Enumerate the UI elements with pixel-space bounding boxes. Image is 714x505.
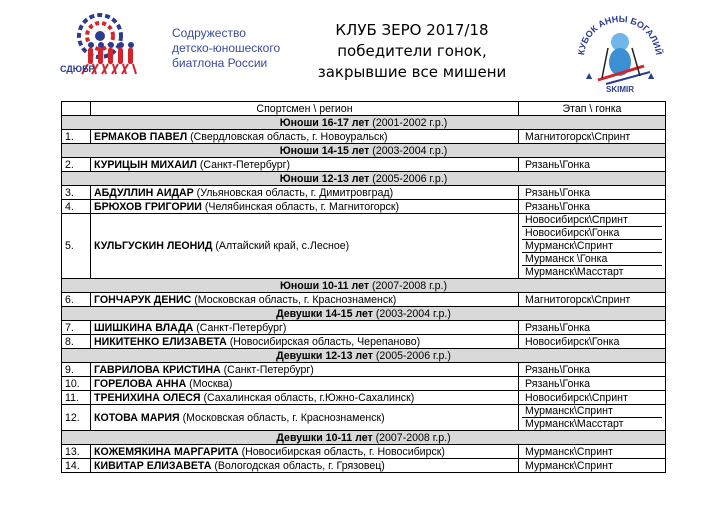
table-row	[62, 363, 666, 377]
athlete-name: ГАВРИЛОВА КРИСТИНА	[94, 363, 221, 376]
org-line: детско-юношеского	[172, 41, 281, 55]
age-group-row	[62, 431, 666, 445]
athlete-region: (Санкт-Петербург)	[220, 363, 314, 376]
stage-cell	[519, 186, 666, 200]
svg-text:▲: ▲	[648, 71, 655, 80]
table-row	[62, 200, 666, 214]
athlete-cell	[91, 158, 519, 172]
athlete-region: (Ульяновская область, г. Димитровград)	[193, 186, 394, 199]
athlete-region: (Москва)	[186, 377, 233, 390]
age-group-label: Юноши 10-11 лет	[279, 279, 370, 292]
stage-cell	[519, 335, 666, 349]
stage-cell	[519, 363, 666, 377]
athlete-region: (Сахалинская область, г.Южно-Сахалинск)	[200, 391, 415, 404]
results-table	[61, 101, 666, 473]
age-group-label: Юноши 12-13 лет	[279, 172, 370, 185]
stage-race-value: Рязань\Гонка	[525, 200, 591, 213]
athlete-number: 2.	[62, 158, 91, 172]
athlete-cell	[91, 321, 519, 335]
athlete-number: 4.	[62, 200, 91, 214]
stage-race-value: Рязань\Гонка	[525, 377, 591, 390]
athlete-name: БРЮХОВ ГРИГОРИИ	[94, 200, 202, 213]
table-row	[62, 459, 666, 473]
athlete-name: АБДУЛЛИН АИДАР	[94, 186, 194, 199]
document-header	[0, 0, 714, 100]
athlete-number: 10.	[62, 377, 91, 391]
table-row	[62, 186, 666, 200]
athlete-number: 13.	[62, 445, 91, 459]
table-row	[62, 130, 666, 144]
title-line: победители гонок,	[337, 42, 487, 60]
document-title	[292, 20, 532, 83]
stage-race-value: Мурманск \Гонка	[522, 253, 662, 266]
org-line: биатлона России	[172, 56, 268, 70]
athlete-region: (Свердловская область, г. Новоуральск)	[187, 130, 388, 143]
title-line: закрывшие все мишени	[317, 63, 507, 81]
svg-text:КУБОК АННЫ БОГАЛИЙ: КУБОК АННЫ БОГАЛИЙ	[576, 13, 664, 56]
stage-race-value: Новосибирск\Гонка	[522, 227, 662, 240]
athlete-number: 1.	[62, 130, 91, 144]
table-row	[62, 445, 666, 459]
athlete-cell	[91, 445, 519, 459]
stage-race-value: Новосибирск\Спринт	[525, 391, 628, 404]
athlete-number: 5.	[62, 214, 91, 279]
age-group-cell	[62, 279, 666, 293]
athlete-region: (Новосибирская область, Черепаново)	[226, 335, 421, 348]
stage-cell	[519, 158, 666, 172]
athlete-name: ГОНЧАРУК ДЕНИС	[94, 293, 192, 306]
age-group-label: Девушки 10-11 лет	[276, 431, 373, 444]
athlete-name: КОТОВА МАРИЯ	[94, 411, 180, 424]
svg-text:СДЮБР: СДЮБР	[60, 64, 95, 74]
athlete-name: КИВИТАР ЕЛИЗАВЕТА	[94, 459, 212, 472]
age-group-cell	[62, 307, 666, 321]
header-number	[62, 102, 91, 116]
athlete-cell	[91, 391, 519, 405]
athlete-name: ШИШКИНА ВЛАДА	[94, 321, 194, 334]
svg-text:▲: ▲	[586, 71, 593, 80]
stage-cell	[519, 391, 666, 405]
athlete-name: КУРИЦЫН МИХАИЛ	[94, 158, 197, 171]
athlete-cell	[91, 200, 519, 214]
athlete-name: КОЖЕМЯКИНА МАРГАРИТА	[94, 445, 239, 458]
age-group-label: Юноши 16-17 лет	[279, 116, 370, 129]
stage-cell	[519, 321, 666, 335]
stage-cell	[519, 405, 666, 431]
stage-cell	[519, 377, 666, 391]
athlete-cell	[91, 459, 519, 473]
stage-race-value: Новосибирск\Спринт	[522, 214, 662, 227]
athlete-cell	[91, 293, 519, 307]
stage-cell	[519, 214, 666, 279]
athlete-cell	[91, 405, 519, 431]
org-line: Содружество	[172, 26, 246, 40]
athlete-region: (Алтайский край, с.Лесное)	[212, 240, 350, 252]
stage-race-value: Новосибирск\Гонка	[525, 335, 620, 348]
athlete-region: (Челябинская область, г. Магнитогорск)	[201, 200, 400, 213]
age-group-cell	[62, 431, 666, 445]
age-group-years: (2007-2008 г.р.)	[369, 279, 448, 292]
athlete-region: (Санкт-Петербург)	[193, 321, 287, 334]
stage-race-value: Рязань\Гонка	[525, 186, 591, 199]
stage-race-value: Рязань\Гонка	[525, 363, 591, 376]
athlete-number: 7.	[62, 321, 91, 335]
age-group-cell	[62, 349, 666, 363]
results-body	[62, 116, 666, 473]
athlete-number: 9.	[62, 363, 91, 377]
table-row	[62, 335, 666, 349]
title-line: КЛУБ ЗЕРО 2017/18	[335, 21, 489, 39]
athlete-cell	[91, 130, 519, 144]
athlete-number: 14.	[62, 459, 91, 473]
age-group-cell	[62, 172, 666, 186]
age-group-years: (2001-2002 г.р.)	[369, 116, 448, 129]
athlete-region: (Новосибирская область, г. Новосибирск)	[238, 445, 445, 458]
athlete-region: (Санкт-Петербург)	[196, 158, 291, 171]
athlete-number: 8.	[62, 335, 91, 349]
table-row	[62, 321, 666, 335]
athlete-cell	[91, 214, 519, 279]
table-row	[62, 158, 666, 172]
age-group-row	[62, 116, 666, 130]
age-group-label: Девушки 12-13 лет	[276, 349, 373, 362]
age-group-row	[62, 307, 666, 321]
stage-race-value: Мурманск\Масстарт	[525, 418, 624, 430]
stage-race-value: Мурманск\Спринт	[522, 240, 662, 253]
age-group-label: Юноши 14-15 лет	[279, 144, 370, 157]
table-row	[62, 377, 666, 391]
age-group-years: (2007-2008 г.р.)	[372, 431, 451, 444]
athlete-cell	[91, 186, 519, 200]
header-athlete-region: Спортсмен \ регион	[91, 102, 519, 116]
athlete-number: 6.	[62, 293, 91, 307]
athlete-name: ЕРМАКОВ ПАВЕЛ	[94, 130, 188, 143]
table-row	[62, 391, 666, 405]
stage-cell	[519, 293, 666, 307]
athlete-number: 3.	[62, 186, 91, 200]
sdyubr-logo	[58, 10, 158, 90]
athlete-name: НИКИТЕНКО ЕЛИЗАВЕТА	[94, 335, 227, 348]
stage-race-value: Рязань\Гонка	[525, 158, 591, 171]
stage-race-value: Мурманск\Масстарт	[525, 266, 624, 278]
stage-cell	[519, 200, 666, 214]
table-row	[62, 405, 666, 431]
athlete-number: 11.	[62, 391, 91, 405]
athlete-cell	[91, 377, 519, 391]
athlete-name: ГОРЕЛОВА АННА	[94, 377, 187, 390]
table-row	[62, 214, 666, 279]
age-group-years: (2005-2006 г.р.)	[372, 349, 451, 362]
stage-race-value: Рязань\Гонка	[525, 321, 591, 334]
athlete-region: (Московская область, г. Краснознаменск)	[191, 293, 397, 306]
organization-name	[172, 26, 302, 71]
age-group-row	[62, 279, 666, 293]
athlete-region: (Вологодская область, г. Грязовец)	[211, 459, 385, 472]
table-header-row	[62, 102, 666, 116]
athlete-name: ТРЕНИХИНА ОЛЕСЯ	[94, 391, 201, 404]
anna-bogaliy-cup-logo	[570, 4, 670, 96]
svg-text:SKIMIR: SKIMIR	[606, 85, 634, 94]
age-group-row	[62, 349, 666, 363]
stage-race-value: Магнитогорск\Спринт	[525, 130, 631, 143]
age-group-label: Девушки 14-15 лет	[276, 307, 373, 320]
athlete-name: КУЛЬГУСКИН ЛЕОНИД	[94, 240, 213, 252]
stage-race-value: Мурманск\Спринт	[525, 445, 613, 458]
age-group-row	[62, 144, 666, 158]
athlete-region: (Московская область, г. Краснознаменск)	[179, 411, 385, 424]
athlete-cell	[91, 335, 519, 349]
stage-race-value: Магнитогорск\Спринт	[525, 293, 631, 306]
age-group-row	[62, 172, 666, 186]
stage-race-value: Мурманск\Спринт	[525, 459, 613, 472]
age-group-years: (2003-2004 г.р.)	[369, 144, 448, 157]
table-row	[62, 293, 666, 307]
stage-race-value: Мурманск\Спринт	[522, 405, 662, 418]
age-group-years: (2005-2006 г.р.)	[369, 172, 448, 185]
age-group-cell	[62, 144, 666, 158]
athlete-number: 12.	[62, 405, 91, 431]
stage-cell	[519, 130, 666, 144]
athlete-cell	[91, 363, 519, 377]
age-group-years: (2003-2004 г.р.)	[372, 307, 451, 320]
stage-cell	[519, 445, 666, 459]
age-group-cell	[62, 116, 666, 130]
header-stage-race: Этап \ гонка	[519, 102, 666, 116]
stage-cell	[519, 459, 666, 473]
